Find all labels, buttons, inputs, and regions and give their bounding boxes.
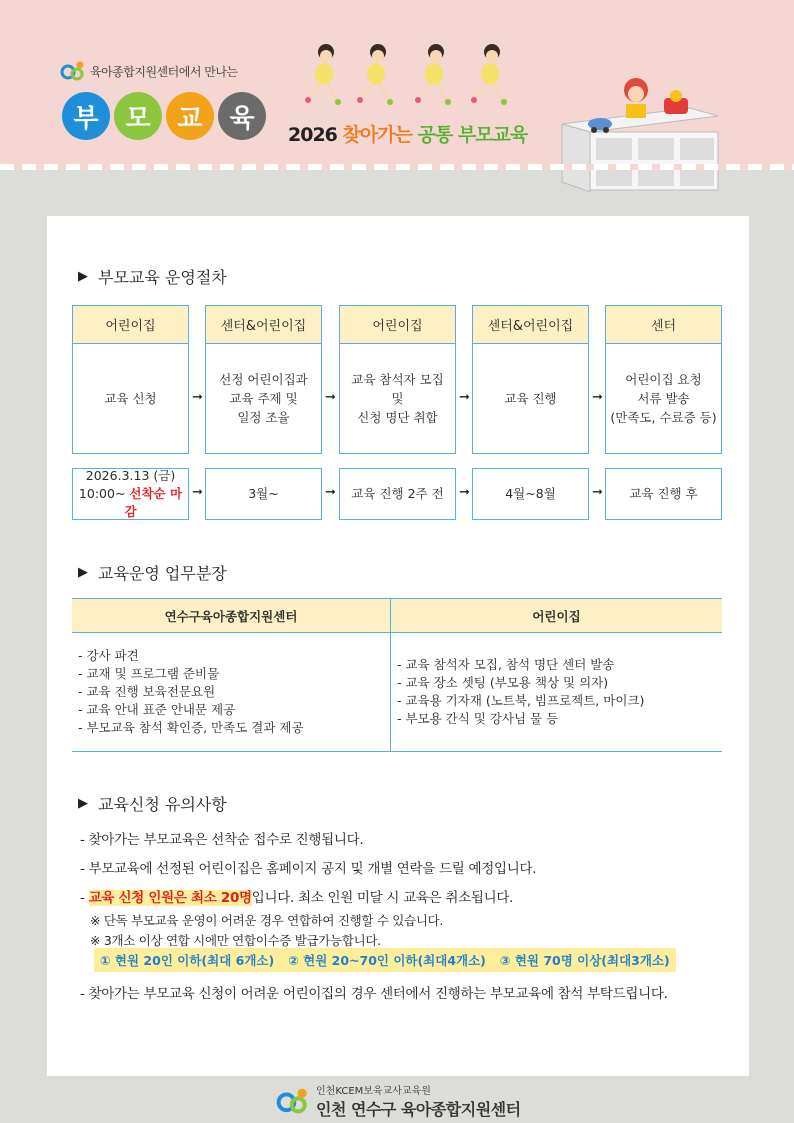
note-first-come: - 찾아가는 부모교육은 선착순 접수로 진행됩니다. [80,832,364,848]
running-kids-illustration [296,42,516,110]
arrow-right-icon: ➞ [592,390,603,405]
note-alternative-attendance: - 찾아가는 부모교육 신청이 어려운 어린이집의 경우 센터에서 진행하는 부모교육에 참석 부탁드립니다. [80,986,668,1002]
step-date-2: 3월~ [205,468,322,520]
step-body-line: 및 [391,391,404,406]
footer-title: 인천 연수구 육아종합지원센터 [316,1100,521,1119]
triangle-bullet-icon: ▶ [78,269,88,284]
title-char-3: 교 [166,92,214,140]
step-body [340,344,455,453]
note-minimum-attendance [80,886,513,906]
step-head: 센터&어린이집 [473,306,588,344]
step-date-3: 교육 진행 2주 전 [339,468,456,520]
note-prefix: - [80,890,89,906]
list-item: - 교육 안내 표준 안내문 제공 [78,702,236,717]
step-head: 어린이집 [340,306,455,344]
headline [288,120,527,147]
page-header [0,0,794,168]
title-circles [62,92,266,140]
table-cell-center-duties [72,633,391,751]
step-body-line: (만족도, 수료증 등) [610,410,717,425]
triangle-bullet-icon: ▶ [78,565,88,580]
step-body-line: 선정 어린이집과 [219,372,308,387]
step-body [606,344,721,453]
list-item: - 교육용 기자재 (노트북, 빔프로젝트, 마이크) [397,693,645,708]
arrow-right-icon: ➞ [325,485,336,500]
title-char-1: 부 [62,92,110,140]
group-option: ① 현원 20인 이하(최대 6개소) [100,953,275,968]
step-box-4 [472,305,589,454]
arrow-right-icon: ➞ [192,390,203,405]
step-head: 어린이집 [73,306,188,344]
list-item: - 교육 장소 셋팅 (부모용 책상 및 의자) [397,675,609,690]
arrow-right-icon: ➞ [325,390,336,405]
headline-mid: 공통 [411,124,458,146]
arrow-right-icon: ➞ [592,485,603,500]
triangle-bullet-icon: ▶ [78,796,88,811]
list-item: - 부모용 간식 및 강사님 물 등 [397,711,559,726]
step-date-5: 교육 진행 후 [605,468,722,520]
step-body [473,344,588,453]
step-body-line: 서류 발송 [637,391,690,406]
step-body-line: 교육 주제 및 [229,391,298,406]
step-head: 센터&어린이집 [206,306,321,344]
table-header-center: 연수구육아종합지원센터 [72,599,391,633]
subnote-joint-certificate: ※ 3개소 이상 연합 시에만 연합이수증 발급가능합니다. [90,933,381,948]
title-char-2: 모 [114,92,162,140]
step-date-4: 4월~8월 [472,468,589,520]
subnote-joint-session: ※ 단독 부모교육 운영이 어려운 경우 연합하여 진행할 수 있습니다. [90,913,444,928]
header-divider [0,164,794,170]
step-box-5 [605,305,722,454]
group-size-options [94,948,676,972]
center-logo-icon [60,60,86,82]
step-body [206,344,321,453]
arrow-right-icon: ➞ [459,390,470,405]
group-option: ② 현원 20~70인 이하(최대4개소) [288,953,486,968]
title-char-4: 육 [218,92,266,140]
section-title-text: 교육운영 업무분장 [98,564,227,583]
headline-green: 부모교육 [457,124,528,146]
section-title-roles [78,561,227,584]
step-body [73,344,188,453]
step-body-line: 교육 진행 [504,391,557,406]
step-body-line: 교육 신청 [104,391,157,406]
step-body-line: 교육 참석자 모집 [351,372,444,387]
step-body-line: 신청 명단 취합 [357,410,438,425]
headline-year: 2026 [288,124,343,146]
header-subtitle: 육아종합지원센터에서 만나는 [90,64,238,79]
step-date-1 [72,468,189,520]
roles-table [72,598,722,752]
section-title-notes [78,792,227,815]
footer-subtitle: 인천KCEM보육교사교육원 [316,1086,431,1097]
step-date-line: 2026.3.13 (금) [85,468,176,483]
note-selection-notice: - 부모교육에 선정된 어린이집은 홈페이지 공지 및 개별 연락을 드릴 예정입니다. [80,861,537,877]
arrow-right-icon: ➞ [459,485,470,500]
first-come-deadline: 선착순 마감 [124,486,183,519]
section-title-text: 교육신청 유의사항 [98,795,227,814]
step-box-2 [205,305,322,454]
list-item: - 부모교육 참석 확인증, 만족도 결과 제공 [78,720,304,735]
step-date-time: 10:00~ [78,486,130,501]
section-title-procedure [78,265,227,288]
arrow-right-icon: ➞ [192,485,203,500]
list-item: - 교재 및 프로그램 준비물 [78,666,220,681]
step-date-line [73,485,188,521]
group-option: ③ 현원 70명 이상(최대3개소) [499,953,670,968]
headline-orange: 찾아가는 [342,124,412,146]
table-header-daycare: 어린이집 [391,599,722,633]
minimum-attendance-highlight: 교육 신청 인원은 최소 20명 [88,890,252,906]
step-box-1 [72,305,189,454]
center-logo-icon [276,1086,310,1116]
section-title-text: 부모교육 운영절차 [98,268,227,287]
step-body-line: 일정 조율 [237,410,290,425]
table-cell-daycare-duties [391,633,722,751]
center-logo [60,60,238,82]
note-rest: 입니다. 최소 인원 미달 시 교육은 취소됩니다. [251,890,514,906]
list-item: - 강사 파견 [78,648,139,663]
footer-logo [276,1082,521,1120]
toy-shelf-illustration [560,68,720,192]
step-body-line: 어린이집 요청 [625,372,702,387]
list-item: - 교육 진행 보육전문요원 [78,684,216,699]
step-box-3 [339,305,456,454]
step-head: 센터 [606,306,721,344]
list-item: - 교육 참석자 모집, 참석 명단 센터 발송 [397,657,615,672]
